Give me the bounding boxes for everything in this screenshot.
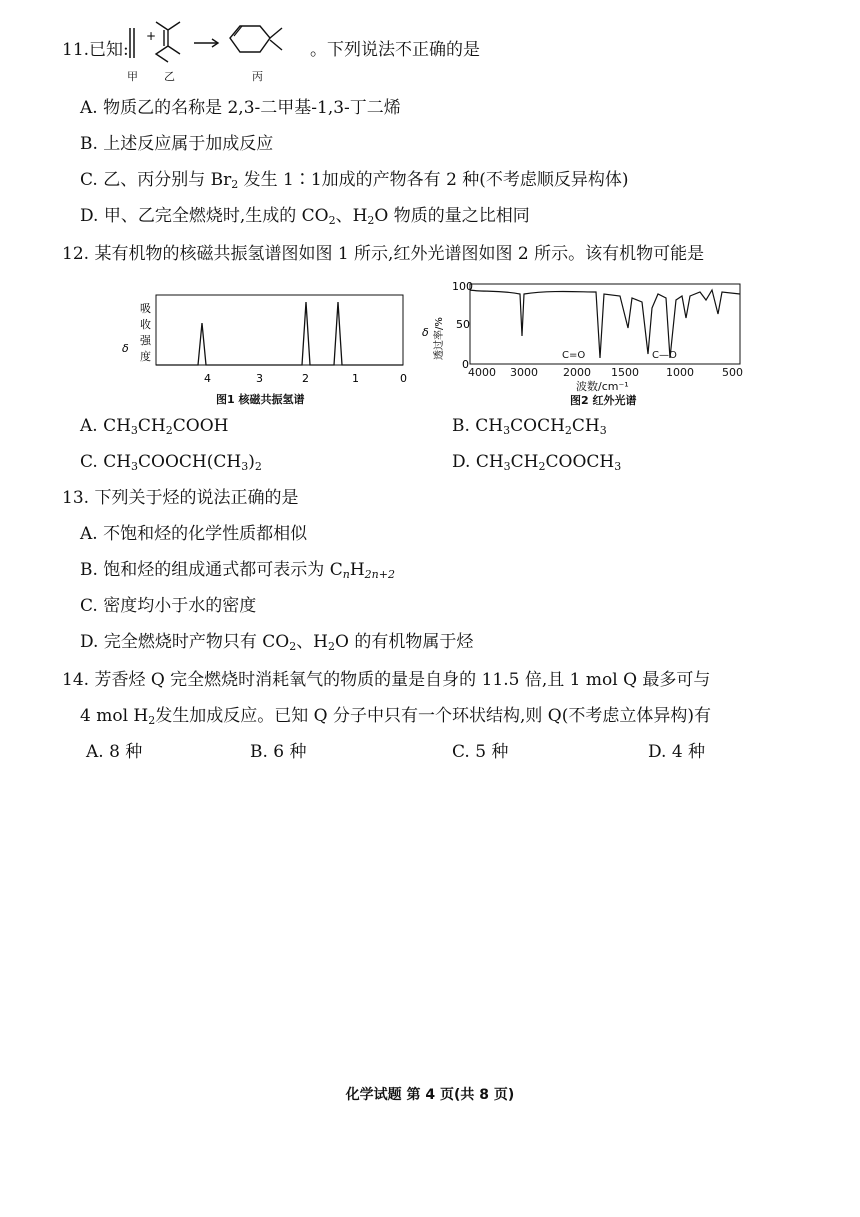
q11-option-b: B. 上述反应属于加成反应 — [80, 134, 274, 154]
ir-label-co-single: C—O — [652, 350, 677, 361]
q14-stem-line1: 14. 芳香烃 Q 完全燃烧时消耗氧气的物质的量是自身的 11.5 倍,且 1 mol Q 最多可与 — [62, 670, 711, 690]
fig1-caption: 图1 核磁共振氢谱 — [216, 393, 305, 406]
svg-text:收: 收 — [140, 318, 151, 331]
fig2-caption: 图2 红外光谱 — [570, 394, 637, 407]
label-jia: 甲 — [127, 70, 138, 83]
q12-option-c: C. $CH_3COOCH(CH_3)_2$ — [80, 452, 262, 473]
q11-stem-suffix: 。下列说法不正确的是 — [310, 40, 480, 60]
q13-option-b: B. 饱和烃的组成通式都可表示为 $C_nH_{2n+2}$ — [80, 560, 395, 581]
svg-text:50: 50 — [456, 318, 470, 331]
nmr-yaxis-symbol: δ — [122, 342, 129, 355]
q14-option-d: D. 4 种 — [648, 742, 706, 762]
q14-option-b: B. 6 种 — [250, 742, 307, 762]
q13-option-c: C. 密度均小于水的密度 — [80, 596, 257, 616]
ir-label-co-double: C=O — [562, 350, 586, 361]
q11-stem: 11.已知: — [62, 40, 129, 60]
svg-text:强: 强 — [140, 334, 151, 347]
svg-text:2: 2 — [302, 372, 309, 385]
q14-stem-line2: 4 mol $H_2$发生加成反应。已知 Q 分子中只有一个环状结构,则 Q(不考虑立体异构)有 — [80, 706, 712, 727]
q12-option-a: A. $CH_3CH_2COOH$ — [80, 416, 229, 437]
svg-text:1: 1 — [352, 372, 359, 385]
reaction-scheme — [120, 16, 306, 70]
q11-option-d: D. 甲、乙完全燃烧时,生成的 $CO_2$、$H_2O$ 物质的量之比相同 — [80, 206, 530, 227]
q11-option-a: A. 物质乙的名称是 2,3-二甲基-1,3-丁二烯 — [80, 98, 401, 118]
svg-text:δ: δ — [422, 326, 429, 339]
svg-text:吸: 吸 — [140, 302, 151, 315]
svg-text:4: 4 — [204, 372, 211, 385]
svg-text:3: 3 — [256, 372, 263, 385]
label-bing: 丙 — [252, 70, 263, 83]
svg-text:100: 100 — [452, 280, 473, 293]
q13-option-d: D. 完全燃烧时产物只有 $CO_2$、$H_2O$ 的有机物属于烃 — [80, 632, 474, 653]
q14-option-a: A. 8 种 — [86, 742, 143, 762]
svg-text:+: + — [146, 29, 157, 43]
q11-option-c: C. 乙、丙分别与 $Br_2$ 发生 1∶1加成的产物各有 2 种(不考虑顺反异构体) — [80, 170, 629, 191]
svg-text:度: 度 — [140, 350, 151, 363]
ir-xlabel: 波数/cm⁻¹ — [576, 380, 629, 393]
label-yi: 乙 — [164, 70, 175, 83]
q13-stem: 13. 下列关于烃的说法正确的是 — [62, 488, 299, 508]
svg-text:0: 0 — [400, 372, 407, 385]
q12-option-b: B. $CH_3COCH_2CH_3$ — [452, 416, 607, 437]
ir-spectrum — [420, 278, 750, 378]
q12-stem: 12. 某有机物的核磁共振氢谱图如图 1 所示,红外光谱图如图 2 所示。该有机物可能是 — [62, 244, 705, 264]
ir-ylabel: 透过率/% — [434, 317, 445, 360]
q12-option-d: D. $CH_3CH_2COOCH_3$ — [452, 452, 622, 473]
svg-text:0: 0 — [462, 358, 469, 371]
page-footer: 化学试题 第 4 页(共 8 页) — [345, 1087, 515, 1103]
q14-option-c: C. 5 种 — [452, 742, 509, 762]
q13-option-a: A. 不饱和烃的化学性质都相似 — [80, 524, 308, 544]
